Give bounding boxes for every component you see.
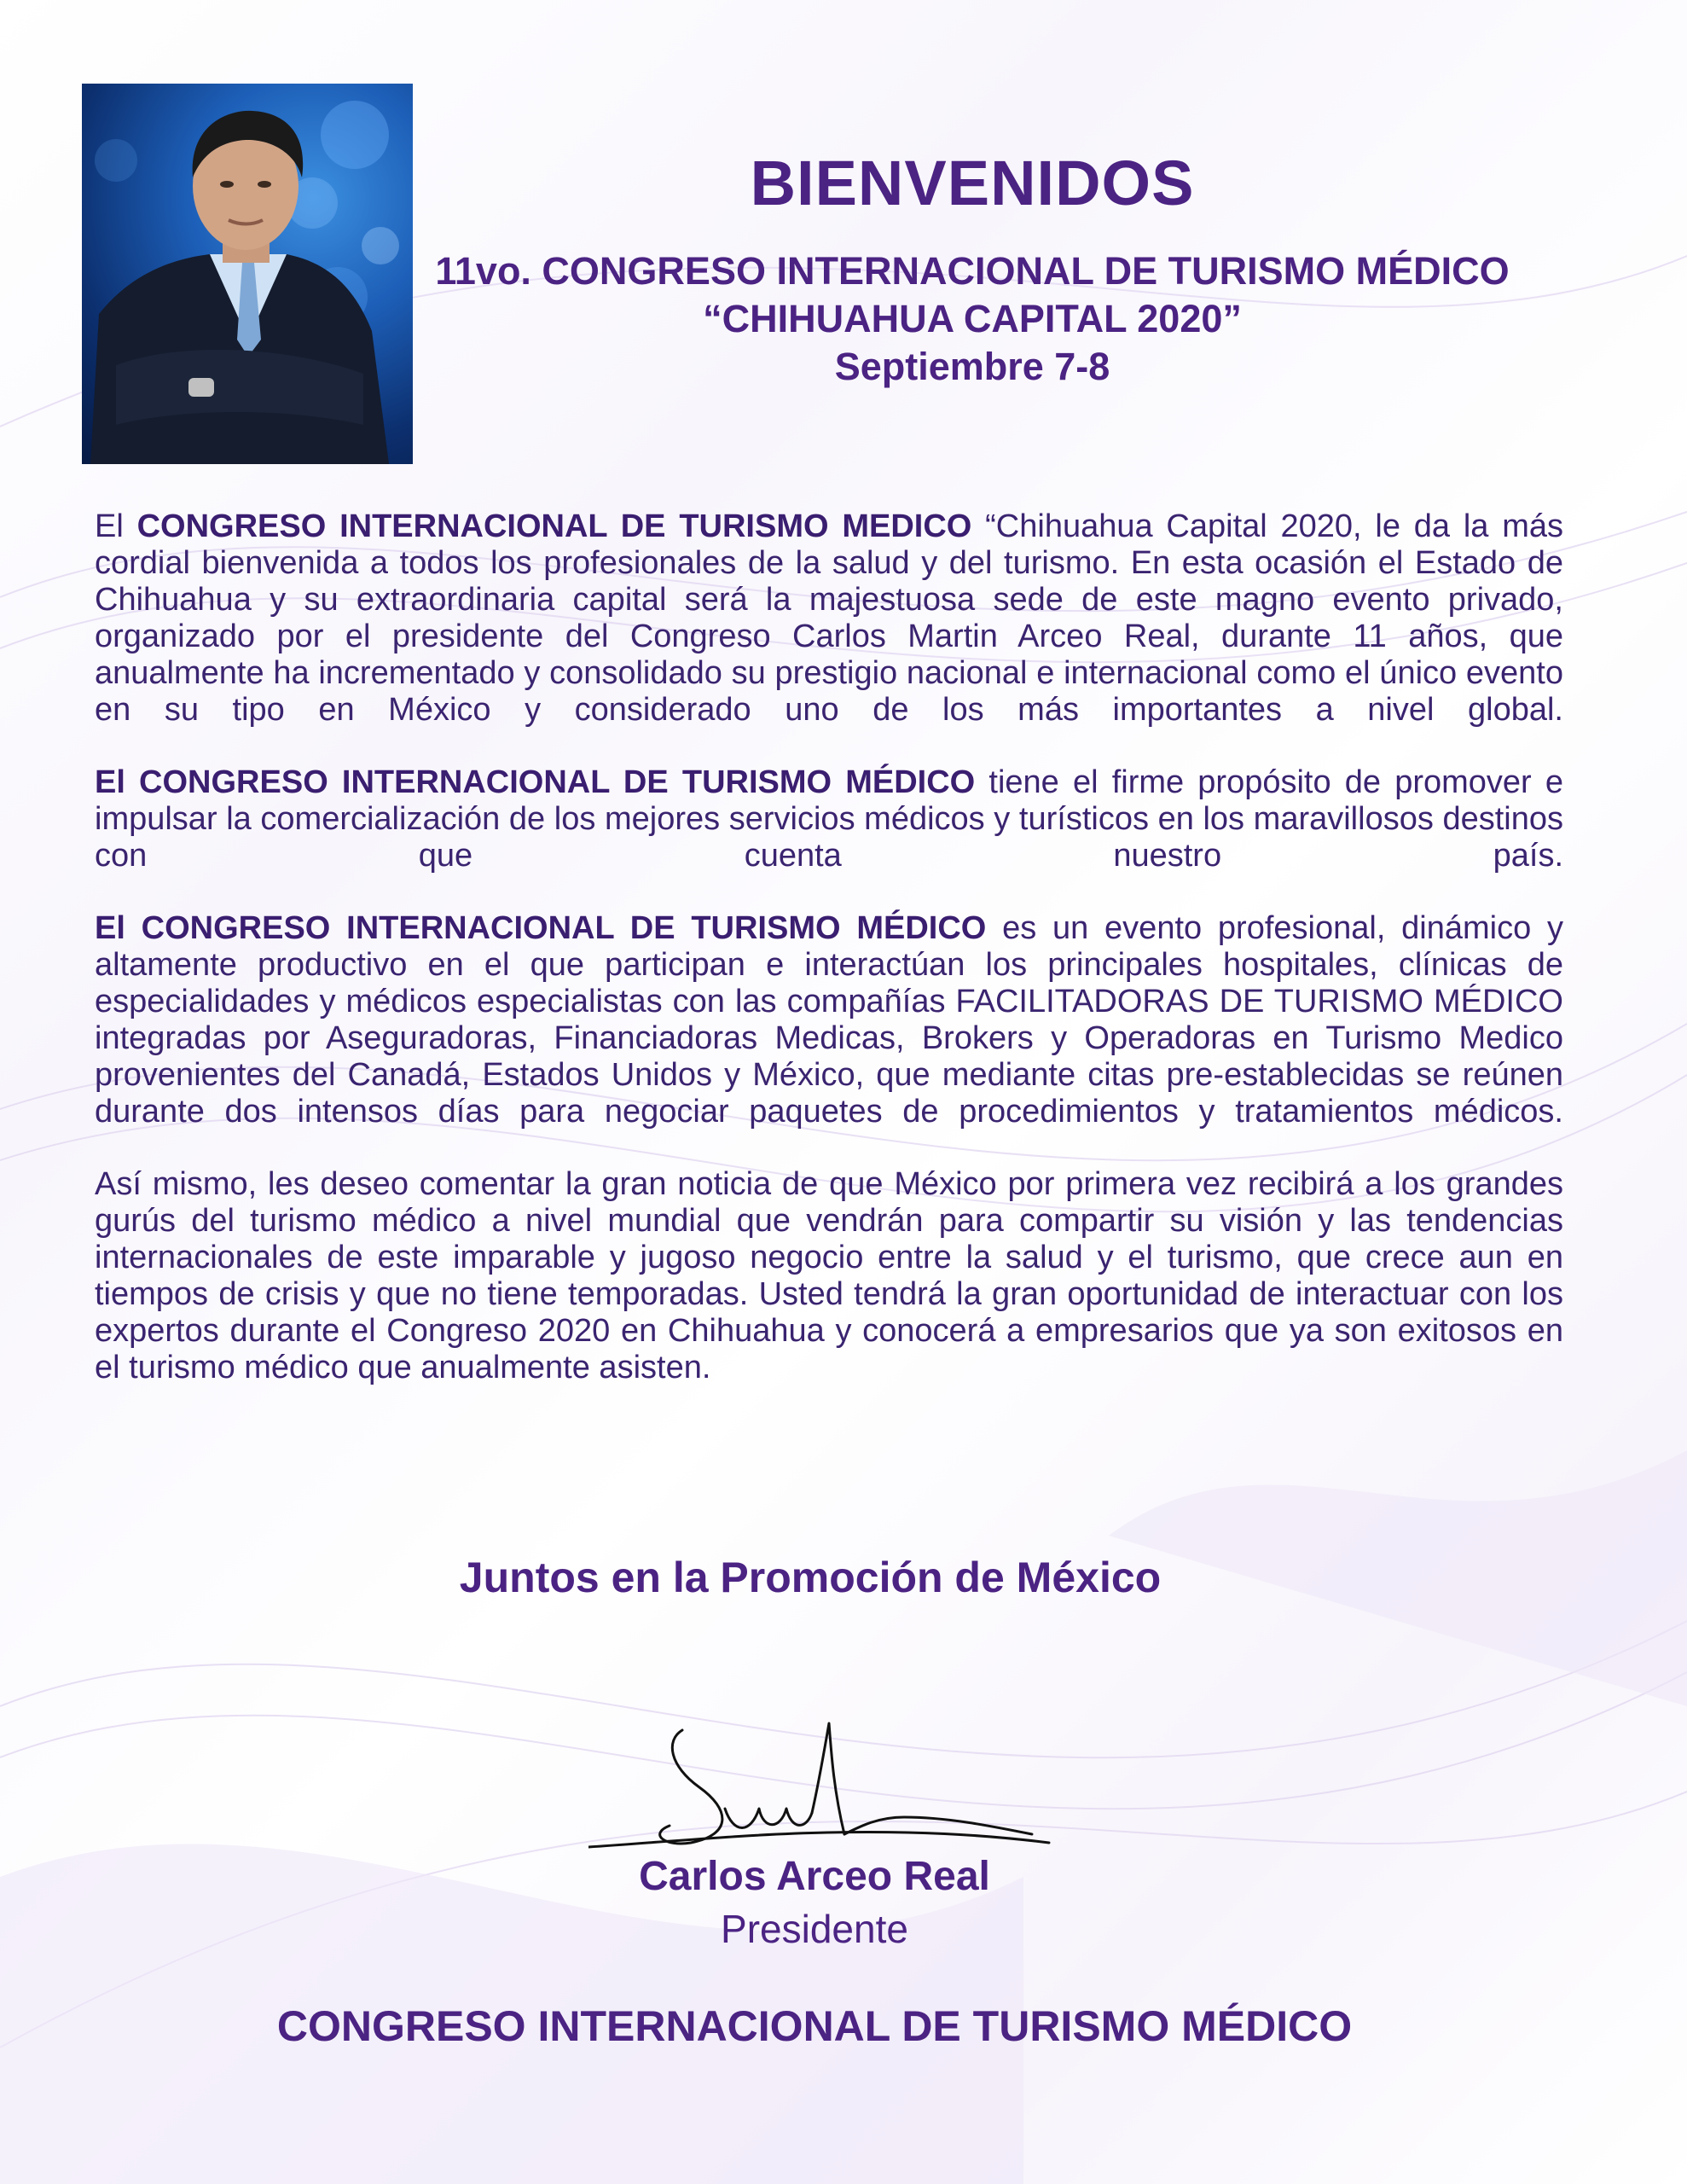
signer-name: Carlos Arceo Real	[639, 1854, 990, 1899]
footer-organization: CONGRESO INTERNACIONAL DE TURISMO MÉDICO	[276, 2002, 1353, 2050]
paragraph-2	[95, 764, 1563, 874]
signer-role: Presidente	[721, 1907, 908, 1951]
paragraph-2-text: tiene el firme propósito de promover e impulsar la comercialización de los mejores servicios médicos y turísticos en los maravillosos destinos con que cuenta nuestro país.	[95, 764, 1563, 874]
congress-title-line2: “CHIHUAHUA CAPITAL 2020”	[703, 297, 1242, 340]
paragraph-2-bold: El CONGRESO INTERNACIONAL DE TURISMO MÉDICO	[95, 764, 976, 800]
welcome-heading: BIENVENIDOS	[750, 148, 1195, 218]
president-portrait	[82, 84, 413, 464]
paragraph-1-text: “Chihuahua Capital 2020, le da la más cordial bienvenida a todos los profesionales de la salud y del turismo. En esta ocasión el Estado de Chihuahua y su extraordinaria capital será la majestuosa sede de este magno evento privado, organizado por el presidente del Congreso Carlos Martin Arceo Real, durante 11 años, que anualmente ha incrementado y consolidado su prestigio nacional e internacional como el único evento en su tipo en México y considerado uno de los más importantes a nivel global.	[95, 508, 1563, 728]
paragraph-4-text: Así mismo, les deseo comentar la gran noticia de que México por primera vez recibirá a los grandes gurús del turismo médico a nivel mundial que vendrán para compartir su visión y las tendencias internacionales de este imparable y jugoso negocio entre la salud y el turismo, que crece aun en tiempos de crisis y que no tiene temporadas. Usted tendrá la gran oportunidad de interactuar con los expertos durante el Congreso 2020 en Chihuahua y conocerá a empresarios que ya son exitosos en el turismo médico que anualmente asisten.	[95, 1166, 1563, 1385]
signature-icon	[588, 1706, 1058, 1877]
paragraph-1-bold: CONGRESO INTERNACIONAL DE TURISMO MEDICO	[136, 508, 972, 544]
motto: Juntos en la Promoción de México	[459, 1554, 1162, 1601]
paragraph-3	[95, 910, 1563, 1130]
paragraph-3-bold: El CONGRESO INTERNACIONAL DE TURISMO MÉDICO	[95, 910, 987, 946]
letter-body	[95, 508, 1563, 1422]
paragraph-3-text: es un evento profesional, dinámico y altamente productivo en el que participan e interactúan los principales hospitales, clínicas de especialidades y médicos especialistas con las compañías FACILITADORAS DE TURISMO MÉDICO integradas por Aseguradoras, Financiadoras Medicas, Brokers y Operadoras en Turismo Medico provenientes del Canadá, Estados Unidos y México, que mediante citas pre-establecidas se reúnen durante dos intensos días para negociar paquetes de procedimientos y tratamientos médicos.	[95, 910, 1563, 1130]
congress-dates: Septiembre 7-8	[834, 345, 1110, 388]
congress-title-line1: 11vo. CONGRESO INTERNACIONAL DE TURISMO MÉDICO	[435, 249, 1510, 293]
congress-title	[426, 247, 1518, 391]
paragraph-1	[95, 508, 1563, 729]
paragraph-1-lead: El	[95, 508, 137, 544]
paragraph-4	[95, 1166, 1563, 1386]
